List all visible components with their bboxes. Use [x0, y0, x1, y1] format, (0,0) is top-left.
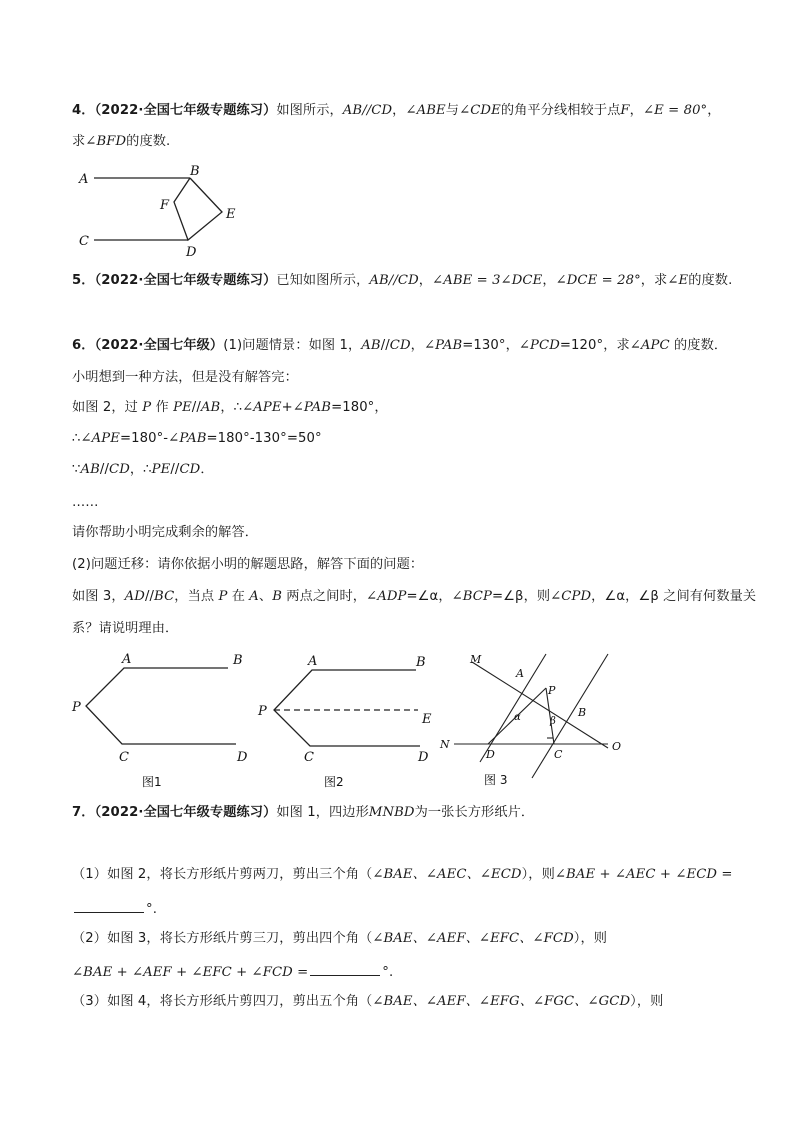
q6-text: // — [144, 589, 155, 604]
fig1-label-d: D — [237, 750, 248, 765]
q7-math: ∠BAE、∠AEF、∠EFG、∠FGC、∠GCD — [372, 994, 631, 1009]
fig2-label-a: A — [308, 654, 318, 669]
q6-math: CD — [109, 462, 130, 477]
q5-number: 5． — [72, 273, 95, 288]
q5-math: ∠DCE = 28° — [555, 273, 641, 288]
q7-text: （2）如图 3，将长方形纸片剪三刀，剪出四个角（ — [72, 931, 373, 946]
q7-math: MNBD — [368, 805, 415, 820]
q6-math: AD — [124, 589, 145, 604]
fig2-label-d: D — [418, 750, 429, 765]
q6-text: // — [99, 462, 110, 477]
q4-label-a: A — [79, 172, 89, 187]
q6-math: A — [249, 589, 259, 604]
q6-math: B — [272, 589, 283, 604]
q7-line-2 — [72, 866, 733, 884]
q6-text: =180°， — [331, 400, 388, 415]
q6-text: // — [170, 462, 180, 477]
fig1-label-b: B — [233, 653, 243, 668]
q6-text: ． — [200, 462, 214, 477]
fig3-beta: β — [550, 716, 556, 727]
q6-text: // — [380, 338, 390, 353]
q6-text: ，∠α，∠β 之间有何数量关 — [591, 589, 757, 604]
q5-text: 已知如图所示， — [276, 273, 370, 288]
fig1-label-p: P — [72, 700, 81, 715]
q7-line-6 — [72, 993, 663, 1011]
fig3-label-c: C — [554, 748, 563, 761]
q5-text: ，求 — [640, 273, 668, 288]
q6-text: (1)问题情景：如图 1， — [223, 338, 362, 353]
q5-text: ， — [418, 273, 433, 288]
q6-text: =∠α， — [406, 589, 452, 604]
fig3-label-p: P — [548, 684, 556, 697]
q4-label-c: C — [79, 234, 89, 249]
q7-text: ），则 — [630, 994, 664, 1009]
q6-text: =180°-130°=50° — [206, 431, 322, 446]
q6-math: AB — [80, 462, 100, 477]
q6-text: 在 — [227, 589, 250, 604]
fig3-label-m: M — [470, 653, 482, 666]
q7-text: ），则 — [521, 867, 555, 882]
fig3-label-d: D — [486, 748, 495, 761]
q4-math: AB//CD — [342, 103, 393, 118]
q6-text: 作 — [151, 400, 174, 415]
q6-line-2: 小明想到一种方法，但是没有解答完： — [72, 370, 298, 385]
q4-number: 4． — [72, 103, 95, 118]
q6-number: 6． — [72, 338, 95, 353]
q6-math: ∠PAB — [292, 400, 332, 415]
answer-blank-1[interactable] — [74, 898, 144, 913]
fig2-caption: 图2 — [324, 775, 344, 789]
q6-math: AB — [200, 400, 221, 415]
q4-line-2 — [72, 133, 170, 151]
q5-math: ∠E — [667, 273, 689, 288]
q4-line-1 — [72, 102, 721, 120]
q6-text: 如图 2，过 — [72, 400, 143, 415]
q4-text: 求 — [72, 134, 86, 149]
q4-text: ， — [707, 103, 721, 118]
q6-math: CD — [389, 338, 411, 353]
q6-math: ∠APE — [242, 400, 282, 415]
q6-text: 、 — [258, 589, 273, 604]
q4-math: ∠CDE — [459, 103, 501, 118]
fig2-label-e: E — [422, 712, 432, 727]
q6-text: =120°，求 — [559, 338, 630, 353]
q7-line-4 — [72, 930, 607, 948]
q6-line-4 — [72, 430, 322, 448]
q6-line-10: 系？请说明理由． — [72, 621, 179, 636]
q7-text: °. — [382, 965, 394, 980]
fig3-alpha: α — [514, 712, 521, 723]
fig1-label-c: C — [119, 750, 129, 765]
q6-text: ， — [410, 338, 424, 353]
q5-text: ， — [542, 273, 556, 288]
q7-number: 7． — [72, 805, 95, 820]
q6-math: P — [142, 400, 152, 415]
q6-text: =130°， — [462, 338, 519, 353]
q4-text: 的度数. — [126, 134, 171, 149]
q6-figure-2 — [254, 648, 454, 798]
q4-label-b: B — [190, 164, 200, 179]
q6-math: ∠CPD — [550, 589, 592, 604]
q4-figure — [70, 160, 250, 260]
q4-math: ∠BFD — [85, 134, 127, 149]
q4-label-d: D — [186, 245, 197, 260]
q6-line-3 — [72, 399, 388, 417]
fig3-label-b: B — [578, 706, 587, 719]
q6-math: PE — [173, 400, 192, 415]
q7-math: ∠BAE + ∠AEF + ∠EFC + ∠FCD = — [72, 965, 309, 980]
q6-math: AB — [361, 338, 381, 353]
q7-line-5 — [72, 961, 393, 982]
q4-text: 与 — [445, 103, 460, 118]
q6-text: 的度数． — [669, 338, 728, 353]
q6-text: ，∴ — [129, 462, 152, 477]
answer-blank-2[interactable] — [310, 961, 380, 976]
fig3-caption: 图 3 — [484, 773, 508, 787]
q6-line-1 — [72, 337, 727, 355]
q7-line-3 — [72, 898, 157, 919]
q7-source: （2022·全国七年级专题练习） — [94, 805, 277, 820]
q6-math: ∠BCP — [451, 589, 492, 604]
fig3-label-o: O — [612, 740, 622, 753]
q6-text: + — [281, 400, 293, 415]
fig2-label-p: P — [258, 704, 267, 719]
q6-math: ∠PAB — [168, 431, 207, 446]
q6-text: =180°- — [119, 431, 169, 446]
q6-text: ，当点 — [174, 589, 219, 604]
q4-label-f: F — [160, 198, 170, 213]
q6-math: PE — [151, 462, 171, 477]
q6-math: ∠PAB — [423, 338, 463, 353]
q6-line-6: …… — [72, 495, 99, 510]
fig1-caption: 图1 — [142, 775, 162, 789]
q7-text: °. — [146, 902, 157, 917]
q4-text: ， — [629, 103, 643, 118]
fig2-label-b: B — [416, 655, 426, 670]
q6-line-9 — [72, 588, 756, 606]
q7-line-1 — [72, 804, 534, 822]
q4-text: 的角平分线相较于点 — [500, 103, 621, 118]
q6-math: P — [218, 589, 228, 604]
q6-line-8: (2)问题迁移：请你依据小明的解题思路，解答下面的问题： — [72, 557, 424, 572]
q4-text: 如图所示， — [276, 103, 343, 118]
q6-text: // — [191, 400, 201, 415]
q6-figure-3 — [436, 648, 636, 798]
q5-math: AB//CD — [369, 273, 419, 288]
q6-math: ∠PCD — [518, 338, 560, 353]
fig1-label-a: A — [122, 652, 132, 667]
q4-label-e: E — [226, 207, 236, 222]
q4-source: （2022·全国七年级专题练习） — [94, 103, 277, 118]
q6-text: ∵ — [72, 462, 81, 477]
q6-source: （2022·全国七年级） — [94, 338, 224, 353]
fig3-label-a: A — [516, 667, 524, 680]
q7-math: ∠BAE、∠AEF、∠EFC、∠FCD — [372, 931, 574, 946]
fig2-label-c: C — [304, 750, 314, 765]
q6-text: ∴ — [72, 431, 81, 446]
q6-text: 如图 3， — [72, 589, 125, 604]
q7-math: ∠BAE、∠AEC、∠ECD — [372, 867, 522, 882]
q7-text: 如图 1，四边形 — [276, 805, 369, 820]
q7-math: ∠BAE + ∠AEC + ∠ECD = — [554, 867, 733, 882]
q6-line-5 — [72, 461, 214, 479]
q6-math: ∠APE — [80, 431, 120, 446]
q4-math: ∠ABE — [405, 103, 446, 118]
q6-math: BC — [154, 589, 175, 604]
q5-source: （2022·全国七年级专题练习） — [94, 273, 277, 288]
q6-text: =∠β，则 — [491, 589, 551, 604]
q6-math: ∠APC — [629, 338, 670, 353]
q4-math: F — [620, 103, 630, 118]
fig3-label-n: N — [440, 738, 450, 751]
q7-text: （3）如图 4，将长方形纸片剪四刀，剪出五个角（ — [72, 994, 373, 1009]
q6-line-7: 请你帮助小明完成剩余的解答． — [72, 525, 259, 540]
q4-math: ∠E = 80° — [642, 103, 708, 118]
q4-text: ， — [392, 103, 406, 118]
q5-math: ∠ABE = 3∠DCE — [432, 273, 543, 288]
q6-text: ，∴ — [220, 400, 243, 415]
q7-text: ），则 — [573, 931, 608, 946]
q5-text: 的度数. — [688, 273, 733, 288]
q7-text: （1）如图 2，将长方形纸片剪两刀，剪出三个角（ — [72, 867, 373, 882]
q6-text: 两点之间时， — [282, 589, 367, 604]
q6-math: ∠ADP — [366, 589, 407, 604]
q5-line — [72, 272, 732, 290]
q6-math: CD — [179, 462, 201, 477]
q6-figure-1 — [66, 648, 266, 798]
q7-text: 为一张长方形纸片． — [414, 805, 535, 820]
